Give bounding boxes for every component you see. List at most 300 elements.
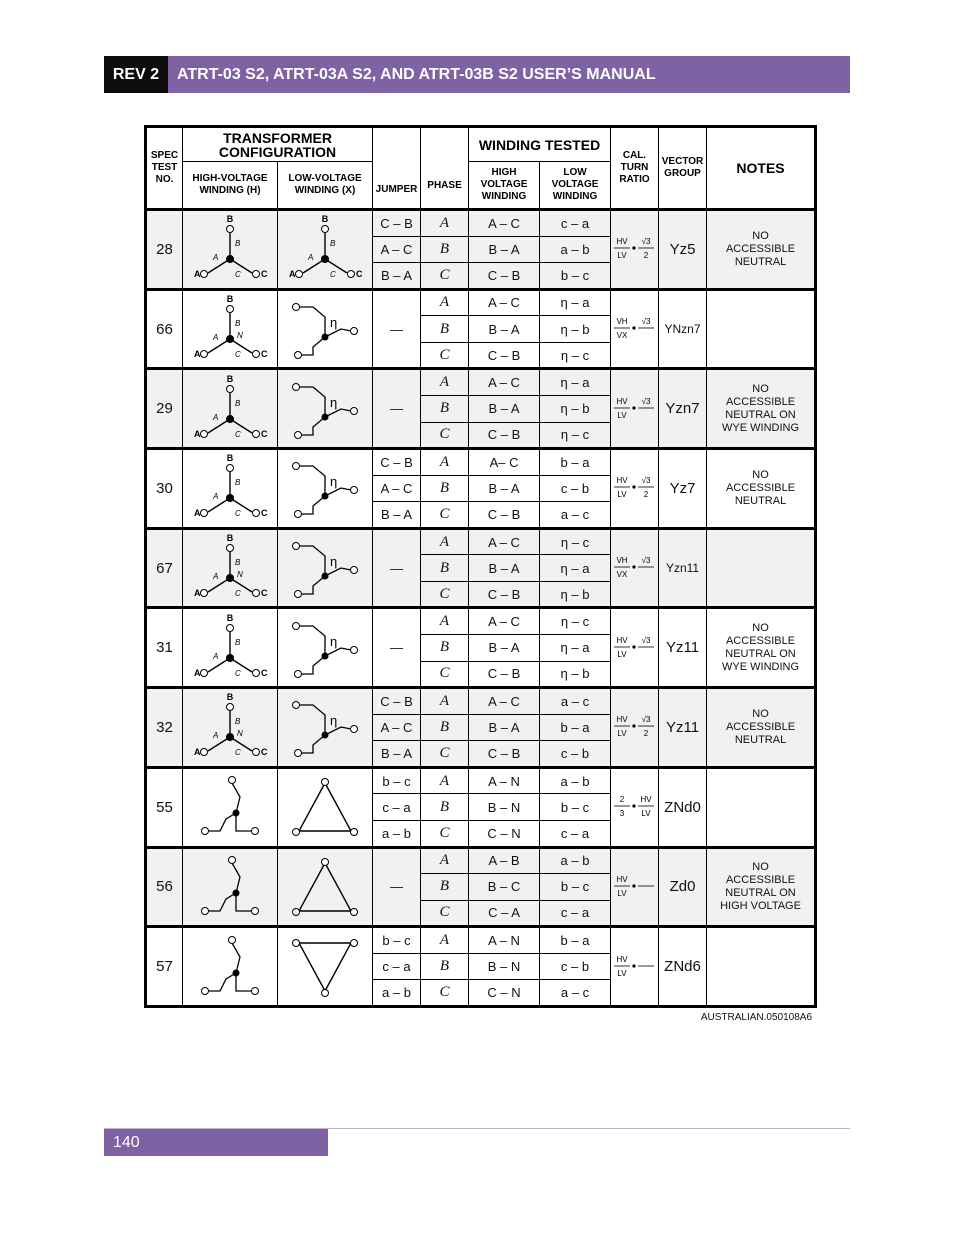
lv-winding-diagram [278,369,373,449]
hv-tested-cell: B – N [469,953,540,980]
ratio-top: HV [615,476,628,486]
phase-cell: A [421,449,469,476]
lv-winding-diagram [278,289,373,369]
svg-text:B: B [235,319,241,329]
notes-cell [707,608,816,688]
ratio-bottom2: 2 [643,251,648,261]
svg-text:C: C [356,269,363,280]
hv-tested-cell: C – B [469,263,540,290]
ratio-bottom: VX [616,570,627,580]
vector-group: Yzn7 [659,369,707,449]
lv-tested-cell: c – a [540,820,611,847]
svg-text:A: A [213,412,219,422]
lv-tested-cell: η – a [540,369,611,396]
jumper-cell: C – B [373,688,421,715]
table-row [146,449,816,476]
ratio-top2: √3 [641,396,650,406]
phase-cell: A [421,289,469,316]
ratio-top: HV [615,954,628,964]
vector-group: Yz7 [659,449,707,529]
hv-winding-diagram [183,847,278,927]
spec-test-number: 67 [146,528,183,608]
svg-text:η: η [330,474,338,490]
svg-text:C: C [261,588,268,599]
hv-tested-cell: B – A [469,395,540,422]
note-line: NEUTRAL ON [725,886,796,899]
svg-text:A: A [213,333,219,343]
lv-tested-cell: a – c [540,502,611,529]
table-row [146,688,816,715]
hv-tested-cell: C – A [469,900,540,927]
ratio-top2: √3 [641,556,650,566]
hv-winding-diagram [183,449,278,529]
phase-cell: B [421,714,469,741]
phase-cell: A [421,688,469,715]
note-line: NEUTRAL ON [725,408,796,421]
phase-cell: B [421,794,469,821]
jumper-cell: C – B [373,449,421,476]
header-lv-tested: LOW VOLTAGE WINDING [540,162,611,210]
jumper-cell: — [373,528,421,608]
svg-text:η: η [330,315,338,331]
lv-winding-diagram [278,528,373,608]
svg-text:C: C [261,508,268,519]
jumper-cell: C – B [373,210,421,237]
jumper-cell: B – A [373,502,421,529]
jumper-cell: B – A [373,263,421,290]
lv-tested-cell: η – a [540,635,611,662]
phase-cell: B [421,635,469,662]
lv-tested-cell: a – b [540,767,611,794]
notes-cell [707,289,816,369]
phase-cell: B [421,555,469,582]
header-vector: VECTOR GROUP [659,127,707,210]
svg-text:N: N [237,570,243,580]
svg-text:A: A [194,428,201,439]
hv-tested-cell: A – C [469,608,540,635]
phase-cell: B [421,316,469,343]
header-notes: NOTES [707,127,816,210]
note-line: ACCESSIBLE [725,634,796,647]
ratio-bottom: LV [616,649,627,659]
hv-winding-diagram [183,688,278,768]
table-row [146,608,816,635]
svg-text:B: B [235,398,241,408]
header-hv-winding: HIGH-VOLTAGE WINDING (H) [183,162,278,210]
turn-ratio [611,608,659,688]
table-row [146,767,816,794]
svg-text:B: B [235,717,241,727]
lv-tested-cell: η – b [540,661,611,688]
svg-text:B: B [235,478,241,488]
hv-tested-cell: C – B [469,581,540,608]
ratio-bottom2: 2 [643,490,648,500]
ratio-top: 2 [619,795,624,805]
page-number: 140 [104,1129,328,1156]
lv-winding-diagram [278,449,373,529]
page-header [104,56,850,93]
svg-text:B: B [226,295,234,305]
drawing-id: AUSTRALIAN.050108A6 [700,1012,812,1023]
note-line: ACCESSIBLE [725,720,796,733]
header-phase: PHASE [421,127,469,210]
header-lv-winding: LOW-VOLTAGE WINDING (X) [278,162,373,210]
note-line: WYE WINDING [722,421,800,434]
phase-cell: A [421,608,469,635]
table-row [146,369,816,396]
vector-group: Yz11 [659,608,707,688]
svg-text:C: C [261,349,268,360]
svg-text:η: η [330,554,338,570]
jumper-cell: — [373,369,421,449]
header-spec: SPEC TEST NO. [146,127,183,210]
lv-winding-diagram [278,688,373,768]
lv-tested-cell: a – c [540,688,611,715]
svg-text:A: A [194,588,201,599]
hv-tested-cell: A – C [469,688,540,715]
ratio-bottom: LV [616,729,627,739]
turn-ratio [611,210,659,290]
note-line: NO [752,860,769,873]
header-winding-tested: WINDING TESTED [469,127,611,162]
ratio-top2: HV [639,795,652,805]
svg-text:C: C [235,509,241,519]
jumper-cell: b – c [373,767,421,794]
lv-winding-diagram [278,608,373,688]
hv-winding-diagram [183,210,278,290]
vector-group: Yzn11 [659,528,707,608]
note-line: ACCESSIBLE [725,395,796,408]
svg-text:A: A [194,349,201,360]
hv-winding-diagram [183,528,278,608]
note-line: NEUTRAL [734,733,787,746]
spec-test-number: 56 [146,847,183,927]
hv-tested-cell: B – A [469,714,540,741]
note-line: NEUTRAL [734,494,787,507]
spec-test-number: 55 [146,767,183,847]
notes-cell [707,449,816,529]
header-jumper: JUMPER [373,127,421,210]
hv-tested-cell: B – A [469,555,540,582]
vector-group: Zd0 [659,847,707,927]
jumper-cell: — [373,608,421,688]
svg-text:B: B [321,215,329,225]
jumper-cell: — [373,289,421,369]
turn-ratio [611,847,659,927]
ratio-bottom2: LV [640,809,651,819]
svg-text:C: C [261,428,268,439]
ratio-top2: √3 [641,715,650,725]
phase-cell: C [421,502,469,529]
jumper-cell: A – C [373,475,421,502]
vector-group: ZNd0 [659,767,707,847]
svg-text:B: B [235,239,241,249]
svg-text:N: N [237,331,243,341]
svg-text:B: B [330,239,336,249]
note-line: HIGH VOLTAGE [720,899,801,912]
hv-winding-diagram [183,289,278,369]
hv-tested-cell: B – A [469,236,540,263]
phase-cell: A [421,927,469,954]
jumper-cell: a – b [373,980,421,1007]
lv-tested-cell: η – a [540,555,611,582]
phase-cell: A [421,767,469,794]
ratio-bottom: LV [616,410,627,420]
note-line: NO [752,707,769,720]
svg-text:N: N [237,729,243,739]
svg-text:C: C [235,589,241,599]
svg-text:η: η [330,713,338,729]
jumper-cell: a – b [373,820,421,847]
ratio-top2: √3 [641,476,650,486]
table-row [146,210,816,237]
spec-test-number: 57 [146,927,183,1007]
lv-tested-cell: a – b [540,847,611,874]
lv-tested-cell: η – b [540,581,611,608]
hv-winding-diagram [183,369,278,449]
hv-tested-cell: A – N [469,767,540,794]
lv-tested-cell: η – b [540,395,611,422]
lv-tested-cell: η – c [540,422,611,449]
hv-tested-cell: A – B [469,847,540,874]
phase-cell: B [421,395,469,422]
svg-text:B: B [226,374,234,384]
hv-tested-cell: A – N [469,927,540,954]
note-line: NEUTRAL ON [725,647,796,660]
vector-group: Yz5 [659,210,707,290]
turn-ratio [611,289,659,369]
ratio-top: HV [615,874,628,884]
svg-text:A: A [194,269,201,280]
svg-text:B: B [226,454,234,464]
ratio-top: HV [615,237,628,247]
note-line: ACCESSIBLE [725,242,796,255]
lv-tested-cell: a – b [540,236,611,263]
svg-text:B: B [226,613,234,623]
hv-tested-cell: C – B [469,422,540,449]
hv-tested-cell: B – A [469,475,540,502]
svg-text:η: η [330,394,338,410]
phase-cell: A [421,210,469,237]
lv-tested-cell: η – a [540,289,611,316]
hv-winding-diagram [183,927,278,1007]
phase-cell: B [421,236,469,263]
ratio-top2: √3 [641,317,650,327]
hv-tested-cell: A – C [469,289,540,316]
jumper-cell: B – A [373,741,421,768]
table-row [146,528,816,555]
phase-cell: C [421,741,469,768]
lv-tested-cell: b – c [540,874,611,901]
hv-tested-cell: A – C [469,528,540,555]
notes-cell [707,847,816,927]
notes-cell [707,528,816,608]
svg-text:A: A [213,492,219,502]
lv-winding-diagram [278,847,373,927]
vector-group: Yz11 [659,688,707,768]
note-line: ACCESSIBLE [725,481,796,494]
lv-tested-cell: b – a [540,449,611,476]
ratio-bottom: LV [616,968,627,978]
ratio-bottom: VX [616,331,627,341]
lv-tested-cell: c – b [540,953,611,980]
svg-text:A: A [308,253,314,263]
ratio-top2: √3 [641,635,650,645]
turn-ratio [611,688,659,768]
jumper-cell: b – c [373,927,421,954]
notes-cell [707,767,816,847]
svg-text:A: A [194,508,201,519]
lv-tested-cell: η – c [540,528,611,555]
phase-cell: C [421,581,469,608]
svg-text:C: C [261,269,268,280]
hv-tested-cell: C – B [469,342,540,369]
svg-text:A: A [194,667,201,678]
header-config: TRANSFORMER CONFIGURATION [183,127,373,162]
hv-tested-cell: C – N [469,820,540,847]
hv-tested-cell: B – A [469,316,540,343]
svg-text:B: B [226,534,234,544]
hv-tested-cell: C – B [469,661,540,688]
ratio-top: HV [615,715,628,725]
ratio-bottom: LV [616,888,627,898]
ratio-top: VH [615,317,628,327]
svg-text:η: η [330,633,338,649]
svg-text:B: B [235,558,241,568]
svg-text:C: C [235,429,241,439]
notes-cell [707,369,816,449]
hv-tested-cell: A – C [469,369,540,396]
hv-tested-cell: B – C [469,874,540,901]
spec-test-number: 66 [146,289,183,369]
spec-test-number: 32 [146,688,183,768]
lv-tested-cell: η – c [540,342,611,369]
jumper-cell: c – a [373,794,421,821]
svg-text:A: A [213,731,219,741]
hv-tested-cell: A– C [469,449,540,476]
note-line: NO [752,468,769,481]
vector-group: ZNd6 [659,927,707,1007]
svg-text:C: C [261,747,268,758]
hv-tested-cell: B – A [469,635,540,662]
lv-tested-cell: b – c [540,794,611,821]
phase-cell: B [421,953,469,980]
header-ratio: CAL. TURN RATIO [611,127,659,210]
ratio-bottom: LV [616,490,627,500]
phase-cell: A [421,847,469,874]
note-line: NO [752,382,769,395]
spec-test-number: 28 [146,210,183,290]
note-line: ACCESSIBLE [725,873,796,886]
phase-cell: B [421,475,469,502]
phase-cell: C [421,900,469,927]
spec-test-number: 30 [146,449,183,529]
phase-cell: C [421,980,469,1007]
notes-cell [707,927,816,1007]
note-line: NEUTRAL [734,255,787,268]
phase-cell: C [421,661,469,688]
svg-text:C: C [261,667,268,678]
lv-tested-cell: c – a [540,210,611,237]
lv-tested-cell: η – c [540,608,611,635]
hv-tested-cell: C – B [469,741,540,768]
hv-tested-cell: C – N [469,980,540,1007]
note-line: NO [752,621,769,634]
note-line: WYE WINDING [722,660,800,673]
svg-text:C: C [235,748,241,758]
jumper-cell: A – C [373,236,421,263]
svg-text:C: C [235,668,241,678]
table-row [146,927,816,954]
manual-title: ATRT-03 S2, ATRT-03A S2, AND ATRT-03B S2 USER’S MANUAL [168,56,850,93]
svg-text:C: C [330,270,336,280]
vector-group: YNzn7 [659,289,707,369]
svg-text:C: C [235,350,241,360]
hv-tested-cell: B – N [469,794,540,821]
spec-test-number: 29 [146,369,183,449]
table-row [146,289,816,316]
lv-tested-cell: b – a [540,714,611,741]
svg-text:A: A [289,269,296,280]
turn-ratio [611,767,659,847]
lv-tested-cell: b – a [540,927,611,954]
ratio-bottom2: 2 [643,729,648,739]
svg-text:B: B [226,693,234,703]
phase-cell: C [421,422,469,449]
jumper-cell: c – a [373,953,421,980]
ratio-bottom: 3 [619,809,624,819]
svg-text:A: A [213,253,219,263]
notes-cell [707,210,816,290]
turn-ratio [611,369,659,449]
svg-text:B: B [226,215,234,225]
hv-winding-diagram [183,608,278,688]
phase-cell: A [421,528,469,555]
phase-cell: C [421,263,469,290]
svg-text:C: C [235,270,241,280]
header-hv-tested: HIGH VOLTAGE WINDING [469,162,540,210]
lv-tested-cell: η – b [540,316,611,343]
turn-ratio [611,528,659,608]
ratio-bottom: LV [616,251,627,261]
notes-cell [707,688,816,768]
ratio-top: HV [615,396,628,406]
lv-winding-diagram [278,210,373,290]
lv-winding-diagram [278,927,373,1007]
svg-text:B: B [235,637,241,647]
phase-cell: B [421,874,469,901]
jumper-cell: A – C [373,714,421,741]
svg-text:A: A [213,651,219,661]
hv-winding-diagram [183,767,278,847]
turn-ratio [611,449,659,529]
lv-tested-cell: c – a [540,900,611,927]
winding-test-table [144,125,817,1008]
turn-ratio [611,927,659,1007]
table-row [146,847,816,874]
phase-cell: C [421,342,469,369]
lv-tested-cell: b – c [540,263,611,290]
svg-text:A: A [194,747,201,758]
hv-tested-cell: A – C [469,210,540,237]
revision-label: REV 2 [104,56,168,93]
jumper-cell: — [373,847,421,927]
lv-tested-cell: c – b [540,475,611,502]
hv-tested-cell: C – B [469,502,540,529]
phase-cell: A [421,369,469,396]
note-line: NO [752,229,769,242]
ratio-top2: √3 [641,237,650,247]
